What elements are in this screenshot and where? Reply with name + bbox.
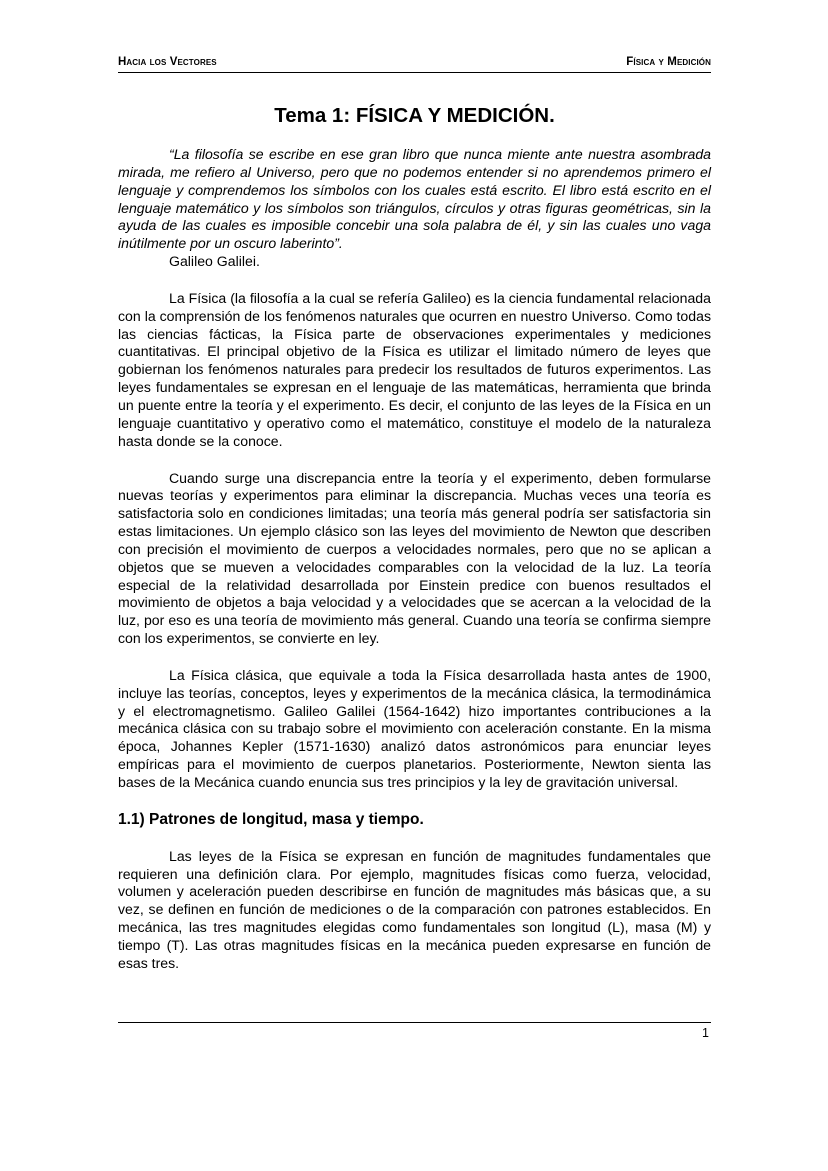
running-header <box>118 54 711 73</box>
paragraph-2: Cuando surge una discrepancia entre la teoría y el experimento, deben formularse nuevas teorías y experimentos para eliminar la discrepancia. Muchas veces una teoría es satisfactoria solo en condiciones limitadas; una teoría más general podría ser satisfactoria sin estas limitaciones. Un ejemplo clásico son las leyes del movimiento de Newton que describen con precisión el movimiento de cuerpos a velocidades normales, pero que no se aplican a objetos que se mueven a velocidades comparables con la velocidad de la luz. La teoría especial de la relatividad desarrollada por Einstein predice con buenos resultados el movimiento de objetos a baja velocidad y a velocidades que se acercan a la velocidad de la luz, por eso es una teoría de movimiento más general. Cuando una teoría se confirma siempre con los experimentos, se convierte en ley. <box>118 469 711 647</box>
page-number: 1 <box>702 1026 709 1040</box>
footer-divider <box>118 1022 711 1023</box>
chapter-title: Tema 1: FÍSICA Y MEDICIÓN. <box>274 104 555 127</box>
header-left-title: Hacia los Vectores <box>118 56 217 68</box>
body-text <box>118 146 711 992</box>
section-heading: 1.1) Patrones de longitud, masa y tiempo. <box>118 810 424 828</box>
paragraph-1: La Física (la filosofía a la cual se refería Galileo) es la ciencia fundamental relacionada con la comprensión de los fenómenos naturales que ocurren en nuestro Universo. Como todas las ciencias fácticas, la Física parte de observaciones experimentales y mediciones cuantitativas. El principal objetivo de la Física es utilizar el limitado número de leyes que gobiernan los fenómenos naturales para predecir los resultados de futuros experimentos. Las leyes fundamentales se expresan en el lenguaje de las matemáticas, herramienta que brinda un puente entre la teoría y el experimento. Es decir, el conjunto de las leyes de la Física en un lenguaje cuantitativo y operativo como el matemático, constituye el modelo de la naturaleza hasta donde se la conoce. <box>118 289 711 449</box>
header-right-title: Física y Medición <box>626 56 711 68</box>
paragraph-3: La Física clásica, que equivale a toda la Física desarrollada hasta antes de 1900, incluye las teorías, conceptos, leyes y experimentos de la mecánica clásica, la termodinámica y el electromagnetismo. Galileo Galilei (1564-1642) hizo importantes contribuciones a la mecánica clásica con su trabajo sobre el movimiento con aceleración constante. En la misma época, Johannes Kepler (1571-1630) analizó datos astronómicos para enunciar leyes empíricas para el movimiento de cuerpos planetarios. Posteriormente, Newton sienta las bases de la Mecánica cuando enuncia sus tres principios y la ley de gravitación universal. <box>118 666 711 790</box>
epigraph-quote <box>118 146 711 271</box>
epigraph-author: Galileo Galilei. <box>169 253 260 270</box>
epigraph-text: “La filosofía se escribe en ese gran libro que nunca miente ante nuestra asombrada mirada, me refiero al Universo, pero que no podemos entender si no aprendemos primero el lenguaje y comprendemos los símbolos con los cuales está escrito. El libro está escrito en el lenguaje matemático y los símbolos son triángulos, círculos y otras figuras geométricas, sin la ayuda de las cuales es imposible concebir una sola palabra de él, y sin las cuales uno vaga inútilmente por un oscuro laberinto”. <box>118 146 711 252</box>
document-page <box>118 0 711 1171</box>
section-paragraph: Las leyes de la Física se expresan en función de magnitudes fundamentales que requieren una definición clara. Por ejemplo, magnitudes físicas como fuerza, velocidad, volumen y aceleración pueden describirse en función de magnitudes más básicas que, a su vez, se definen en función de mediciones o de la comparación con patrones establecidos. En mecánica, las tres magnitudes elegidas como fundamentales son longitud (L), masa (M) y tiempo (T). Las otras magnitudes físicas en la mecánica pueden expresarse en función de esas tres. <box>118 847 711 971</box>
